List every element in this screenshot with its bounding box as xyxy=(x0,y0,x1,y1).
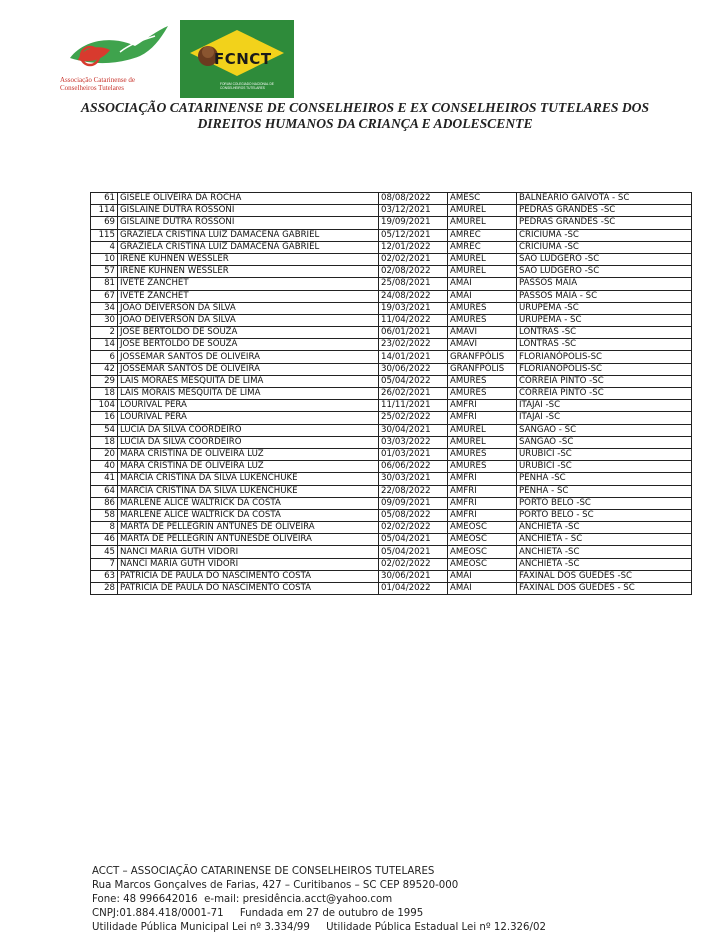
record-date-cell: 25/08/2021 xyxy=(379,278,448,290)
table-row xyxy=(91,509,692,521)
footer-line-3: Fone: 48 996642016 e-mail: presidência.acct@yahoo.com xyxy=(92,894,393,905)
association-cell: AMUREL xyxy=(448,436,517,448)
record-date-cell: 06/06/2022 xyxy=(379,461,448,473)
title-line-1: ASSOCIAÇÃO CATARINENSE DE CONSELHEIROS E EX CONSELHEIROS TUTELARES DOS xyxy=(80,100,650,115)
row-number-cell: 10 xyxy=(91,253,118,265)
member-name-cell: GRAZIELA CRISTINA LUIZ DAMACENA GABRIEL xyxy=(118,241,379,253)
city-cell: LONTRAS -SC xyxy=(517,339,692,351)
record-date-cell: 05/04/2021 xyxy=(379,546,448,558)
association-cell: AMAI xyxy=(448,290,517,302)
row-number-cell: 46 xyxy=(91,534,118,546)
record-date-cell: 05/04/2021 xyxy=(379,534,448,546)
city-cell: PORTO BELO - SC xyxy=(517,509,692,521)
member-name-cell: MARLENE ALICE WALTRICK DA COSTA xyxy=(118,497,379,509)
city-cell: URUBICI -SC xyxy=(517,448,692,460)
member-name-cell: LUCIA DA SILVA COORDEIRO xyxy=(118,436,379,448)
city-cell: BALNEÁRIO GAIVOTA - SC xyxy=(517,193,692,205)
association-cell: AMREC xyxy=(448,241,517,253)
table-row xyxy=(91,412,692,424)
table-row xyxy=(91,339,692,351)
member-name-cell: MARA CRISTINA DE OLIVEIRA LUZ xyxy=(118,448,379,460)
city-cell: ANCHIETA -SC xyxy=(517,546,692,558)
table-row xyxy=(91,193,692,205)
member-name-cell: NANCI MARIA GUTH VIDORI xyxy=(118,558,379,570)
table-row xyxy=(91,278,692,290)
row-number-cell: 54 xyxy=(91,424,118,436)
page-title xyxy=(60,100,670,132)
acct-logo-text: Associação Catarinense de Conselheiros Tutelares xyxy=(60,76,136,92)
record-date-cell: 06/01/2021 xyxy=(379,327,448,339)
city-cell: ANCHIETA -SC xyxy=(517,558,692,570)
table-row xyxy=(91,388,692,400)
row-number-cell: 7 xyxy=(91,558,118,570)
member-name-cell: JOSSEMAR SANTOS DE OLIVEIRA xyxy=(118,363,379,375)
record-date-cell: 05/08/2022 xyxy=(379,509,448,521)
association-cell: AMEOSC xyxy=(448,534,517,546)
row-number-cell: 81 xyxy=(91,278,118,290)
row-number-cell: 14 xyxy=(91,339,118,351)
record-date-cell: 02/02/2022 xyxy=(379,522,448,534)
association-cell: AMURES xyxy=(448,302,517,314)
table-row xyxy=(91,497,692,509)
association-cell: AMFRI xyxy=(448,412,517,424)
members-table xyxy=(90,192,692,595)
row-number-cell: 67 xyxy=(91,290,118,302)
record-date-cell: 30/06/2022 xyxy=(379,363,448,375)
city-cell: PEDRAS GRANDES -SC xyxy=(517,205,692,217)
city-cell: PENHA -SC xyxy=(517,473,692,485)
table-row xyxy=(91,205,692,217)
member-name-cell: JOSSEMAR SANTOS DE OLIVEIRA xyxy=(118,351,379,363)
city-cell: URUPEMA - SC xyxy=(517,314,692,326)
member-name-cell: JOSE BERTOLDO DE SOUZA xyxy=(118,327,379,339)
title-line-2: DIREITOS HUMANOS DA CRIANÇA E ADOLESCENTE xyxy=(197,116,533,131)
association-cell: AMAVI xyxy=(448,339,517,351)
footer-line-5: Utilidade Pública Municipal Lei nº 3.334/99 Utilidade Pública Estadual Lei nº 12.326/02 xyxy=(92,922,546,933)
member-name-cell: IVETE ZANCHET xyxy=(118,278,379,290)
city-cell: ITAJAI -SC xyxy=(517,400,692,412)
row-number-cell: 4 xyxy=(91,241,118,253)
record-date-cell: 02/02/2021 xyxy=(379,253,448,265)
association-cell: AMUREL xyxy=(448,253,517,265)
table-row xyxy=(91,400,692,412)
association-cell: AMUREL xyxy=(448,217,517,229)
association-cell: AMURES xyxy=(448,375,517,387)
member-name-cell: MARCIA CRISTINA DA SILVA LUKENCHUKE xyxy=(118,485,379,497)
city-cell: PORTO BELO -SC xyxy=(517,497,692,509)
member-name-cell: NANCI MARIA GUTH VIDORI xyxy=(118,546,379,558)
row-number-cell: 6 xyxy=(91,351,118,363)
row-number-cell: 64 xyxy=(91,485,118,497)
association-cell: AMUREL xyxy=(448,205,517,217)
row-number-cell: 28 xyxy=(91,583,118,595)
association-cell: AMFRI xyxy=(448,485,517,497)
row-number-cell: 57 xyxy=(91,266,118,278)
record-date-cell: 05/04/2022 xyxy=(379,375,448,387)
association-cell: AMFRI xyxy=(448,509,517,521)
table-row xyxy=(91,570,692,582)
city-cell: FAXINAL DOS GUEDES -SC xyxy=(517,570,692,582)
member-name-cell: MARTA DE PELLEGRIN ANTUNESDE OLIVEIRA xyxy=(118,534,379,546)
fcnct-logo xyxy=(180,20,294,98)
table-row xyxy=(91,290,692,302)
association-cell: AMURES xyxy=(448,461,517,473)
row-number-cell: 30 xyxy=(91,314,118,326)
record-date-cell: 14/01/2021 xyxy=(379,351,448,363)
row-number-cell: 8 xyxy=(91,522,118,534)
record-date-cell: 01/03/2021 xyxy=(379,448,448,460)
acct-logo xyxy=(60,18,170,96)
association-cell: AMAI xyxy=(448,570,517,582)
association-cell: AMUREL xyxy=(448,424,517,436)
city-cell: CORREIA PINTO -SC xyxy=(517,388,692,400)
table-row xyxy=(91,363,692,375)
footer xyxy=(92,865,546,935)
table-row xyxy=(91,229,692,241)
association-cell: AMEOSC xyxy=(448,522,517,534)
table-row xyxy=(91,583,692,595)
row-number-cell: 2 xyxy=(91,327,118,339)
row-number-cell: 58 xyxy=(91,509,118,521)
row-number-cell: 86 xyxy=(91,497,118,509)
table-row xyxy=(91,448,692,460)
record-date-cell: 08/08/2022 xyxy=(379,193,448,205)
table-row xyxy=(91,436,692,448)
record-date-cell: 26/02/2021 xyxy=(379,388,448,400)
association-cell: AMESC xyxy=(448,193,517,205)
association-cell: AMEOSC xyxy=(448,546,517,558)
city-cell: ITAJAI -SC xyxy=(517,412,692,424)
member-name-cell: MARTA DE PELLEGRIN ANTUNES DE OLIVEIRA xyxy=(118,522,379,534)
table-row xyxy=(91,461,692,473)
record-date-cell: 30/06/2021 xyxy=(379,570,448,582)
table-row xyxy=(91,473,692,485)
fcnct-logo-caption: FORUM COLEGIADO NACIONAL DE CONSELHEIROS TUTELARES xyxy=(220,82,274,90)
association-cell: GRANFPÓLIS xyxy=(448,351,517,363)
row-number-cell: 34 xyxy=(91,302,118,314)
footer-line-2: Rua Marcos Gonçalves de Farias, 427 – Curitibanos – SC CEP 89520-000 xyxy=(92,880,459,891)
table-row xyxy=(91,217,692,229)
association-cell: AMFRI xyxy=(448,497,517,509)
association-cell: AMEOSC xyxy=(448,558,517,570)
member-name-cell: GISLAINE DUTRA ROSSONI xyxy=(118,205,379,217)
city-cell: CORREIA PINTO -SC xyxy=(517,375,692,387)
record-date-cell: 19/09/2021 xyxy=(379,217,448,229)
association-cell: AMFRI xyxy=(448,473,517,485)
association-cell: AMAI xyxy=(448,278,517,290)
row-number-cell: 18 xyxy=(91,436,118,448)
row-number-cell: 42 xyxy=(91,363,118,375)
row-number-cell: 40 xyxy=(91,461,118,473)
member-name-cell: IRENE KUHNEN WESSLER xyxy=(118,253,379,265)
member-name-cell: GRAZIELA CRISTINA LUIZ DAMACENA GABRIEL xyxy=(118,229,379,241)
city-cell: SÃO LUDGERO -SC xyxy=(517,266,692,278)
city-cell: LONTRAS -SC xyxy=(517,327,692,339)
association-cell: AMREC xyxy=(448,229,517,241)
footer-line-4: CNPJ:01.884.418/0001-71 Fundada em 27 de outubro de 1995 xyxy=(92,908,424,919)
member-name-cell: PATRICIA DE PAULA DO NASCIMENTO COSTA xyxy=(118,583,379,595)
association-cell: AMURES xyxy=(448,314,517,326)
table-row xyxy=(91,485,692,497)
association-cell: AMAVI xyxy=(448,327,517,339)
member-name-cell: IRENE KUHNEN WESSLER xyxy=(118,266,379,278)
record-date-cell: 02/08/2022 xyxy=(379,266,448,278)
city-cell: FLORIANÓPOLIS-SC xyxy=(517,351,692,363)
city-cell: FAXINAL DOS GUEDES - SC xyxy=(517,583,692,595)
record-date-cell: 09/09/2021 xyxy=(379,497,448,509)
city-cell: PENHA - SC xyxy=(517,485,692,497)
table-row xyxy=(91,266,692,278)
member-name-cell: IVETE ZANCHET xyxy=(118,290,379,302)
table-row xyxy=(91,375,692,387)
table-row xyxy=(91,327,692,339)
record-date-cell: 23/02/2022 xyxy=(379,339,448,351)
member-name-cell: LUCIA DA SILVA COORDEIRO xyxy=(118,424,379,436)
footer-line-1: ACCT – ASSOCIAÇÃO CATARINENSE DE CONSELHEIROS TUTELARES xyxy=(92,866,435,877)
table-row xyxy=(91,314,692,326)
row-number-cell: 115 xyxy=(91,229,118,241)
member-name-cell: JOSÉ BERTOLDO DE SOUZA xyxy=(118,339,379,351)
association-cell: GRANFPÓLIS xyxy=(448,363,517,375)
member-name-cell: LAIS MORAIS MESQUITA DE LIMA xyxy=(118,388,379,400)
association-cell: AMFRI xyxy=(448,400,517,412)
table-row xyxy=(91,546,692,558)
record-date-cell: 25/02/2022 xyxy=(379,412,448,424)
record-date-cell: 24/08/2022 xyxy=(379,290,448,302)
record-date-cell: 02/02/2022 xyxy=(379,558,448,570)
city-cell: SÃO LUDGERO -SC xyxy=(517,253,692,265)
table-row xyxy=(91,302,692,314)
table-row xyxy=(91,522,692,534)
row-number-cell: 45 xyxy=(91,546,118,558)
member-name-cell: MARCIA CRISTINA DA SILVA LUKENCHUKE xyxy=(118,473,379,485)
table-row xyxy=(91,351,692,363)
table-row xyxy=(91,534,692,546)
record-date-cell: 03/12/2021 xyxy=(379,205,448,217)
row-number-cell: 18 xyxy=(91,388,118,400)
member-name-cell: JOÃO DEIVERSON DA SILVA xyxy=(118,314,379,326)
city-cell: CRICIUMA -SC xyxy=(517,229,692,241)
fcnct-logo-text: FCNCT xyxy=(214,50,272,68)
member-name-cell: LAIS MORAES MESQUITA DE LIMA xyxy=(118,375,379,387)
member-name-cell: MARA CRISTINA DE OLIVEIRA LUZ xyxy=(118,461,379,473)
city-cell: SANGÃO -SC xyxy=(517,436,692,448)
member-name-cell: GISLAINE DUTRA ROSSONI xyxy=(118,217,379,229)
city-cell: FLORIANÓPOLIS-SC xyxy=(517,363,692,375)
row-number-cell: 16 xyxy=(91,412,118,424)
city-cell: PEDRAS GRANDES -SC xyxy=(517,217,692,229)
row-number-cell: 63 xyxy=(91,570,118,582)
table-row xyxy=(91,558,692,570)
member-name-cell: MARLENE ALICE WALTRICK DA COSTA xyxy=(118,509,379,521)
member-name-cell: LOURIVAL PERA xyxy=(118,400,379,412)
member-name-cell: JOÃO DEIVERSON DA SILVA xyxy=(118,302,379,314)
table-row xyxy=(91,241,692,253)
city-cell: CRICIUMA -SC xyxy=(517,241,692,253)
record-date-cell: 30/04/2021 xyxy=(379,424,448,436)
record-date-cell: 11/04/2022 xyxy=(379,314,448,326)
city-cell: ANCHIETA -SC xyxy=(517,522,692,534)
association-cell: AMUREL xyxy=(448,266,517,278)
member-name-cell: GISELE OLIVEIRA DA ROCHA xyxy=(118,193,379,205)
record-date-cell: 05/12/2021 xyxy=(379,229,448,241)
record-date-cell: 19/03/2021 xyxy=(379,302,448,314)
record-date-cell: 12/01/2022 xyxy=(379,241,448,253)
record-date-cell: 03/03/2022 xyxy=(379,436,448,448)
member-name-cell: PATRICIA DE PAULA DO NASCIMENTO COSTA xyxy=(118,570,379,582)
association-cell: AMAI xyxy=(448,583,517,595)
member-name-cell: LOURIVAL PERA xyxy=(118,412,379,424)
city-cell: SANGÃO - SC xyxy=(517,424,692,436)
association-cell: AMURES xyxy=(448,388,517,400)
row-number-cell: 29 xyxy=(91,375,118,387)
city-cell: PASSOS MAIA xyxy=(517,278,692,290)
dove-hands-icon xyxy=(60,18,170,76)
record-date-cell: 01/04/2022 xyxy=(379,583,448,595)
city-cell: PASSOS MAIA - SC xyxy=(517,290,692,302)
row-number-cell: 41 xyxy=(91,473,118,485)
record-date-cell: 11/11/2021 xyxy=(379,400,448,412)
row-number-cell: 61 xyxy=(91,193,118,205)
record-date-cell: 22/08/2022 xyxy=(379,485,448,497)
row-number-cell: 104 xyxy=(91,400,118,412)
record-date-cell: 30/03/2021 xyxy=(379,473,448,485)
table-row xyxy=(91,253,692,265)
row-number-cell: 114 xyxy=(91,205,118,217)
city-cell: ANCHIETA - SC xyxy=(517,534,692,546)
row-number-cell: 20 xyxy=(91,448,118,460)
table-row xyxy=(91,424,692,436)
city-cell: URUPEMA -SC xyxy=(517,302,692,314)
row-number-cell: 69 xyxy=(91,217,118,229)
city-cell: URUBICI -SC xyxy=(517,461,692,473)
association-cell: AMURES xyxy=(448,448,517,460)
